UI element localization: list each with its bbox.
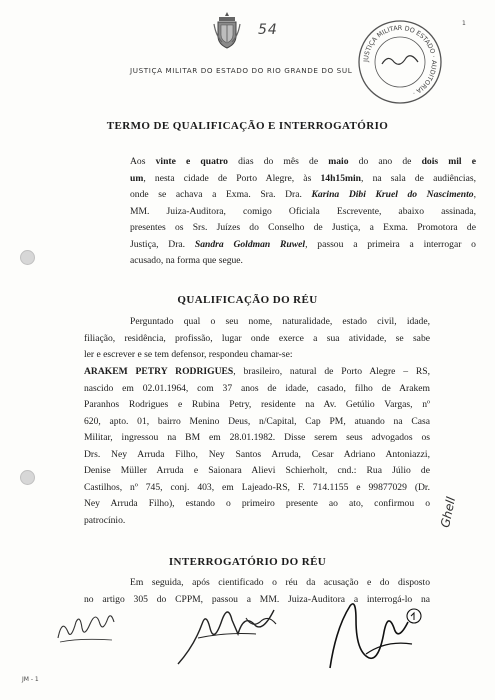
text-segment: Ney Arruda Filho), estando o primeiro presente ao ato, confirmou o xyxy=(84,498,430,509)
text-line xyxy=(84,430,430,447)
emphasized-text: ARAKEM PETRY RODRIGUES xyxy=(84,366,234,377)
punch-hole xyxy=(20,470,35,485)
opening-paragraph xyxy=(84,154,476,270)
text-line: ler e escrever e se tem defensor, respondeu chamar-se: xyxy=(84,349,293,360)
handwritten-folio-number: 54 xyxy=(258,22,278,38)
signature-initials-1 xyxy=(52,612,122,648)
text-segment: Paranhos Rodrigues e Rubina Petry, residente na Av. Getúlio Vargas, nº xyxy=(84,399,430,410)
emphasized-text: maio xyxy=(328,156,349,167)
qualification-question xyxy=(84,314,430,364)
text-line xyxy=(84,397,430,414)
punch-hole xyxy=(20,250,35,265)
text-line xyxy=(84,381,430,398)
text-line xyxy=(130,154,476,171)
text-segment: nascido em 02.01.1964, com 37 anos de idade, casado, filho de Arakem xyxy=(84,382,430,394)
form-code: JM - 1 xyxy=(22,676,39,683)
institution-header: JUSTIÇA MILITAR DO ESTADO DO RIO GRANDE DO SUL xyxy=(130,66,353,75)
text-segment: Castilhos, nº 745, conj. 403, em Lajeado-RS, F. 714.1155 e 99877029 (Dr. xyxy=(84,481,430,493)
text-segment: presentes os Srs. Juízes do Conselho de Justiça, a Exma. Promotora de xyxy=(130,222,476,233)
text-segment: , xyxy=(473,189,476,200)
section-title-qualificacao: QUALIFICAÇÃO DO RÉU xyxy=(177,294,318,306)
text-segment: Drs. Ney Arruda Filho, Ney Santos Arruda, Cesar Adriano Antoniazzi, xyxy=(84,448,430,460)
emphasized-text: Sandra Goldman Ruwel xyxy=(194,238,306,250)
section-title-interrogatorio: INTERROGATÓRIO DO RÉU xyxy=(168,556,327,568)
qualification-answer xyxy=(84,364,430,529)
text-segment: Denise Müller Arruda e Saionara Alievi Schierholt, cnd.: Rua Júlio de xyxy=(84,465,430,476)
text-line xyxy=(130,220,476,237)
text-segment: , passou a primeira a interrogar o xyxy=(305,238,476,250)
emphasized-text: um xyxy=(130,172,144,184)
text-line xyxy=(130,204,476,221)
document-title: TERMO DE QUALIFICAÇÃO E INTERROGATÓRIO xyxy=(106,120,389,132)
svg-text:JUSTIÇA MILITAR DO ESTADO · AU xyxy=(362,24,438,97)
text-line xyxy=(130,253,476,270)
signature-3 xyxy=(322,598,432,678)
text-line xyxy=(84,364,430,381)
text-line: filiação, residência, profissão, lugar onde exerce a sua atividade, se sabe xyxy=(84,332,430,344)
text-segment: acusado, na forma que segue. xyxy=(130,255,243,266)
text-line xyxy=(84,447,430,464)
page-number: 1 xyxy=(462,20,466,27)
text-segment: Aos xyxy=(130,156,156,167)
text-line: Em seguida, após cientificado o réu da acusação e do disposto xyxy=(130,577,430,588)
text-segment: do ano de xyxy=(348,156,422,167)
text-line xyxy=(130,171,476,188)
text-segment: MM. Juiza-Auditora, comigo Oficiala Escrevente, abaixo assinada, xyxy=(130,205,476,217)
emphasized-text: dois mil e xyxy=(421,156,476,167)
text-segment: patrocínio. xyxy=(84,514,126,526)
text-segment: dias do mês de xyxy=(227,156,329,167)
text-segment: , brasileiro, natural de Porto Alegre – RS, xyxy=(233,366,430,377)
text-line: Perguntado qual o seu nome, naturalidade, estado civil, idade, xyxy=(130,316,430,327)
text-line xyxy=(84,513,430,530)
text-segment: 620, apto. 01, bairro Menino Deus, n/Capital, Cap PM, atuando na Casa xyxy=(84,415,430,427)
auditoria-stamp xyxy=(356,18,444,106)
text-segment: , na sala de audiências, xyxy=(361,172,476,184)
emphasized-text: 14h15min xyxy=(320,172,361,184)
text-segment: onde se achava a Exma. Sra. Dra. xyxy=(130,189,312,200)
text-line xyxy=(130,187,476,204)
text-line xyxy=(84,414,430,431)
coat-of-arms-icon xyxy=(212,10,242,50)
emphasized-text: Karina Dibi Kruel do Nascimento xyxy=(311,189,474,200)
handwritten-margin-note: Ghell xyxy=(438,495,459,529)
text-line xyxy=(84,480,430,497)
text-line: no artigo 305 do CPPM, passou a MM. Juiza-Auditora a interrogá-lo na xyxy=(84,593,430,605)
signature-2 xyxy=(168,600,288,672)
text-line xyxy=(84,496,430,513)
text-line xyxy=(130,237,476,254)
stamp-ring-text: JUSTIÇA MILITAR DO ESTADO · AUDITORIA · xyxy=(361,23,439,98)
text-line xyxy=(84,463,430,480)
text-segment: , nesta cidade de Porto Alegre, às xyxy=(143,172,321,184)
text-segment: Justiça, Dra. xyxy=(130,238,195,250)
text-segment: Militar, ingressou na BM em 28.01.1982. Disse serem seus advogados os xyxy=(84,432,430,443)
emphasized-text: vinte e quatro xyxy=(155,156,228,167)
